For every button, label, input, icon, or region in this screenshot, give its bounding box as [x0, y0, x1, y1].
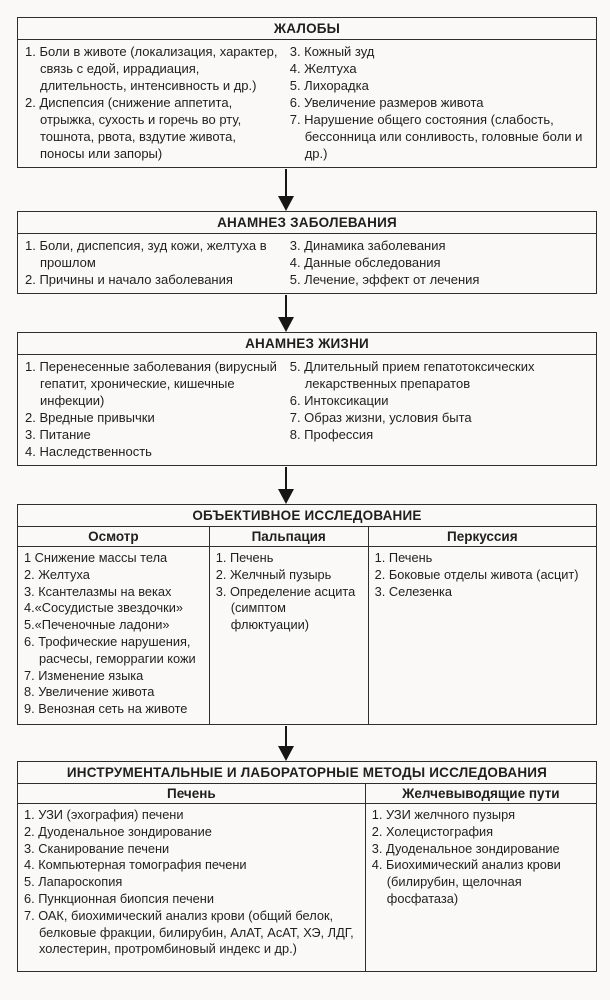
list-item: 3. Сканирование печени — [24, 840, 170, 856]
box-instrumental-lab-methods — [17, 761, 597, 972]
box-complaints — [17, 17, 597, 168]
arrow-down-icon — [278, 196, 294, 211]
list-item: 1. Перенесенные заболевания (вирусный гепатит, хронические, кишечные инфекции) — [25, 359, 277, 408]
box-body — [18, 40, 596, 167]
list-item: 6. Трофические нарушения, расчесы, геморрагии кожи — [24, 633, 196, 666]
list-item: 1. Боли в животе (локализация, характер, связь с едой, иррадиация, длительность, интенсивность и др.) — [25, 44, 278, 93]
column-header: Перкуссия — [369, 527, 596, 547]
arrow-down-icon — [278, 489, 294, 504]
box-title: АНАМНЕЗ ЖИЗНИ — [18, 333, 596, 355]
column-left — [25, 237, 288, 288]
flow-arrow-1 — [17, 168, 597, 211]
list-item: 6. Интоксикации — [289, 393, 389, 408]
table-columns — [18, 784, 596, 971]
list-item: 7. Образ жизни, условия быта — [289, 410, 472, 425]
list-item: 5. Лечение, эффект от лечения — [289, 272, 480, 287]
list-item: 7. ОАК, биохимический анализ крови (общий белок, белковые фракции, билирубин, АлАТ, АсАТ, ХЭ, ЛДГ, холестерин, протромбиновый индекс и др.) — [24, 907, 354, 957]
box-life-history — [17, 332, 597, 466]
list-item: 9. Венозная сеть на животе — [24, 701, 188, 717]
column-body — [369, 547, 596, 724]
box-objective-examination — [17, 504, 597, 725]
list-item: 7. Нарушение общего состояния (слабость, бессонница или сонливость, головные боли и др.) — [289, 112, 583, 161]
list-item: 8. Увеличение живота — [24, 684, 155, 700]
list-item: 2. Дуоденальное зондирование — [24, 823, 212, 839]
list-item: 3. Определение асцита (симптом флюктуации) — [215, 583, 356, 633]
flow-arrow-4 — [17, 725, 597, 761]
box-disease-history — [17, 211, 597, 294]
list-item: 8. Профессия — [289, 427, 374, 442]
column-body — [18, 547, 209, 724]
column-body — [210, 547, 368, 724]
box-body — [18, 234, 596, 293]
list-item: 3. Кожный зуд — [289, 44, 375, 59]
list-item: 2. Причины и начало заболевания — [25, 272, 233, 287]
list-item: 2. Желчный пузырь — [215, 566, 332, 582]
column-header: Осмотр — [18, 527, 209, 547]
list-item: 3. Динамика заболевания — [289, 238, 446, 253]
box-title: ЖАЛОБЫ — [18, 18, 596, 40]
table-column-biliary-tract — [365, 784, 596, 971]
table-columns — [18, 527, 596, 724]
list-item: 2. Вредные привычки — [25, 410, 155, 425]
flow-arrow-2 — [17, 294, 597, 332]
list-item: 5.«Печеночные ладони» — [24, 617, 170, 633]
column-header: Желчевыводящие пути — [366, 784, 596, 804]
list-item: 6. Пункционная биопсия печени — [24, 890, 214, 906]
list-item: 1. УЗИ (эхография) печени — [24, 806, 184, 822]
list-item: 6. Увеличение размеров живота — [289, 95, 484, 110]
list-item: 1. Печень — [374, 550, 433, 565]
table-column-inspection — [18, 527, 209, 724]
column-right — [288, 358, 590, 460]
box-body — [18, 355, 596, 465]
column-body — [18, 804, 365, 971]
box-title: АНАМНЕЗ ЗАБОЛЕВАНИЯ — [18, 212, 596, 234]
column-header: Печень — [18, 784, 365, 804]
list-item: 4. Желтуха — [289, 61, 357, 76]
list-item: 1. Боли, диспепсия, зуд кожи, желтуха в прошлом — [25, 238, 267, 270]
table-column-liver — [18, 784, 365, 971]
column-body — [366, 804, 596, 971]
list-item: 5. Длительный прием гепатотоксических лекарственных препаратов — [289, 359, 535, 391]
list-item: 4. Биохимический анализ крови (билирубин, щелочная фосфатаза) — [371, 857, 561, 906]
list-item: 3. Дуоденальное зондирование — [371, 840, 560, 856]
arrow-down-icon — [278, 317, 294, 332]
table-column-percussion — [368, 527, 596, 724]
box-title: ОБЪЕКТИВНОЕ ИССЛЕДОВАНИЕ — [18, 505, 596, 527]
list-item: 1. Печень — [215, 550, 274, 565]
list-item: 3. Ксантелазмы на веках — [24, 583, 172, 599]
column-header: Пальпация — [210, 527, 368, 547]
list-item: 4.«Сосудистые звездочки» — [24, 600, 184, 616]
flow-arrow-3 — [17, 466, 597, 504]
list-item: 5. Лапароскопия — [24, 874, 123, 890]
list-item: 3. Селезенка — [374, 583, 453, 599]
list-item: 2. Боковые отделы живота (асцит) — [374, 566, 579, 582]
box-title: ИНСТРУМЕНТАЛЬНЫЕ И ЛАБОРАТОРНЫЕ МЕТОДЫ ИССЛЕДОВАНИЯ — [18, 762, 596, 784]
list-item: 2. Желтуха — [24, 566, 90, 582]
table-column-palpation — [209, 527, 368, 724]
list-item: 1 Снижение массы тела — [24, 550, 168, 565]
column-left — [25, 358, 288, 460]
list-item: 7. Изменение языка — [24, 667, 144, 683]
column-right — [288, 237, 590, 288]
arrow-down-icon — [278, 746, 294, 761]
column-right — [288, 43, 590, 162]
list-item: 4. Наследственность — [25, 444, 152, 459]
list-item: 3. Питание — [25, 427, 91, 442]
list-item: 4. Данные обследования — [289, 255, 441, 270]
list-item: 4. Компьютерная томография печени — [24, 857, 247, 873]
list-item: 2. Диспепсия (снижение аппетита, отрыжка, сухость и горечь во рту, тошнота, рвота, вздутие живота, поносы или запоры) — [25, 95, 242, 161]
column-left — [25, 43, 288, 162]
list-item: 2. Холецистография — [371, 823, 494, 839]
list-item: 5. Лихорадка — [289, 78, 369, 93]
list-item: 1. УЗИ желчного пузыря — [371, 806, 515, 822]
